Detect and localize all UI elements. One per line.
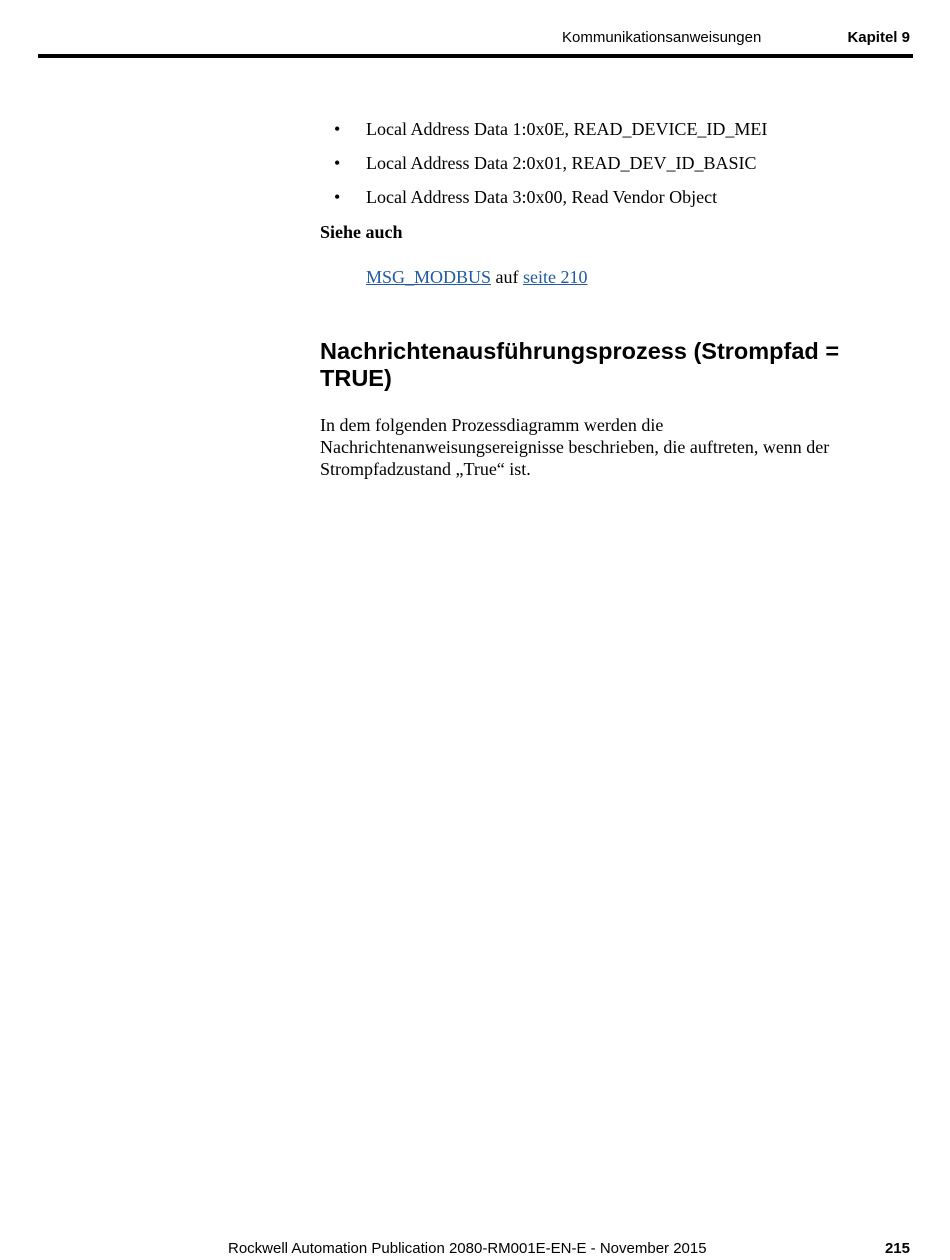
bullet-list <box>320 117 880 209</box>
list-item <box>320 151 880 175</box>
bullet-icon: • <box>334 153 341 173</box>
msg-modbus-link[interactable]: MSG_MODBUS <box>366 267 492 287</box>
list-item-text: Local Address Data 1:0x0E, READ_DEVICE_ID_MEI <box>366 119 768 139</box>
running-header-chapter: Kapitel 9 <box>847 29 910 46</box>
page-210-link[interactable]: seite 210 <box>523 267 588 287</box>
list-item-text: Local Address Data 2:0x01, READ_DEV_ID_BASIC <box>366 153 757 173</box>
section-paragraph: In dem folgenden Prozessdiagramm werden die Nachrichtenanweisungsereignisse beschrieben, die auftreten, wenn der Strompfadzustand „True“ ist. <box>320 415 830 479</box>
bullet-icon: • <box>334 119 341 139</box>
list-item-text: Local Address Data 3:0x00, Read Vendor Object <box>366 187 718 207</box>
header-rule <box>38 54 913 58</box>
main-content <box>320 117 880 480</box>
section-title: Nachrichtenausführungsprozess (Strompfad = TRUE) <box>320 338 840 391</box>
see-also-reference <box>366 265 880 289</box>
see-also-heading: Siehe auch <box>320 222 403 242</box>
running-header-section: Kommunikationsanweisungen <box>562 29 762 46</box>
bullet-icon: • <box>334 187 341 207</box>
see-also-connector-text: auf <box>491 267 524 287</box>
footer-publication: Rockwell Automation Publication 2080-RM001E-EN-E - November 2015 <box>228 1240 707 1257</box>
list-item <box>320 117 880 141</box>
list-item <box>320 185 880 209</box>
page-number: 215 <box>884 1240 910 1257</box>
